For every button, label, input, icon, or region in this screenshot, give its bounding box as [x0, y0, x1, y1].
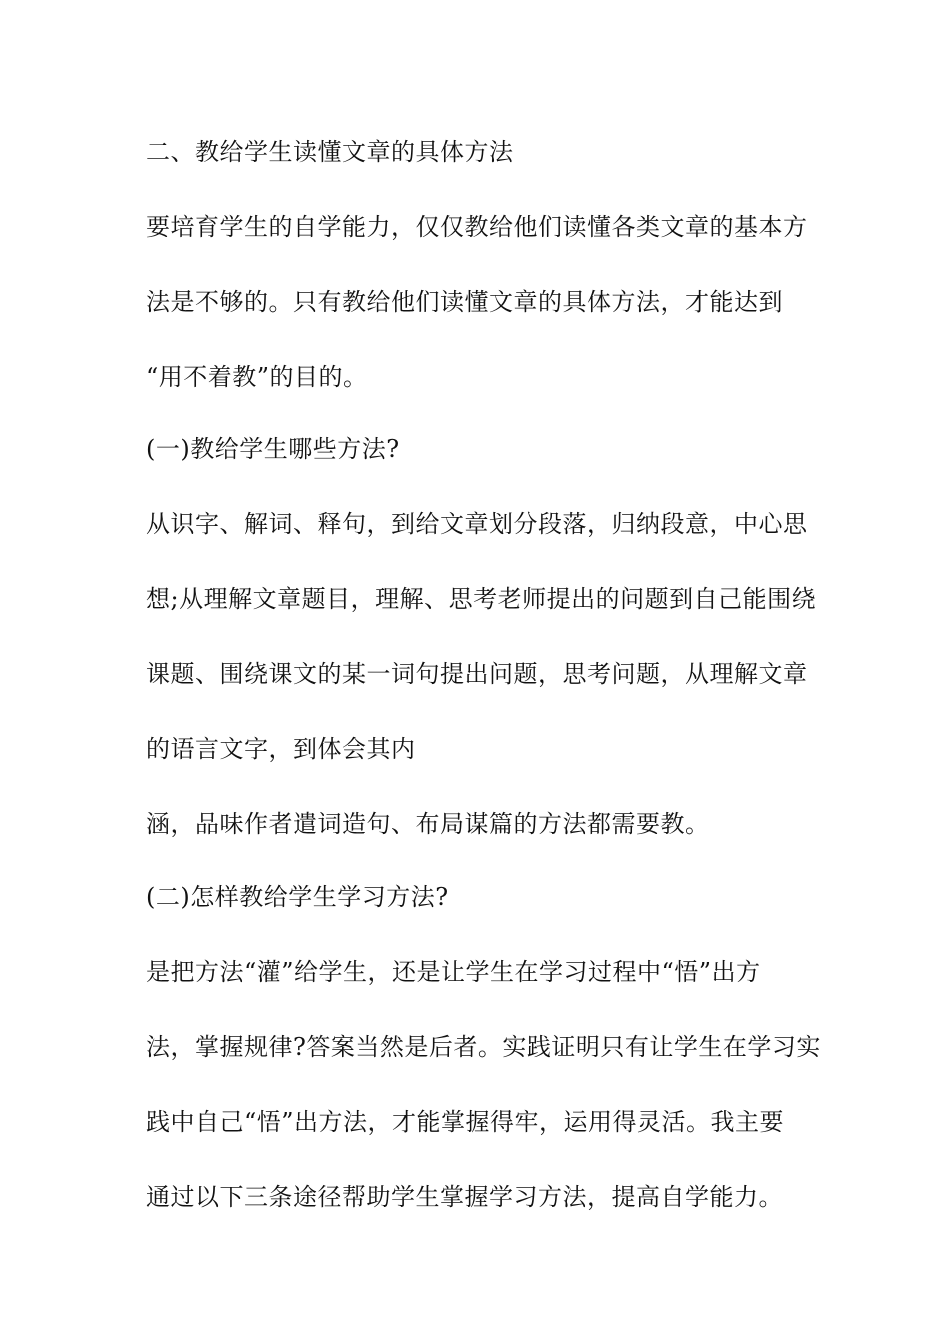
- paragraph-line: 法，掌握规律?答案当然是后者。实践证明只有让学生在学习实: [146, 1033, 821, 1061]
- paragraph-line: 法是不够的。只有教给他们读懂文章的具体方法，才能达到: [146, 288, 783, 316]
- paragraph-line: 践中自己“悟”出方法，才能掌握得牢，运用得灵活。我主要: [146, 1108, 785, 1136]
- subsection-heading: (二)怎样教给学生学习方法?: [146, 883, 449, 911]
- section-heading: 二、教给学生读懂文章的具体方法: [146, 138, 514, 166]
- paragraph-line: 要培育学生的自学能力，仅仅教给他们读懂各类文章的基本方: [146, 213, 808, 241]
- paragraph-line: 是把方法“灌”给学生，还是让学生在学习过程中“悟”出方: [146, 958, 761, 986]
- paragraph-line: 课题、围绕课文的某一词句提出问题，思考问题，从理解文章: [146, 660, 808, 688]
- subsection-heading: (一)教给学生哪些方法?: [146, 435, 400, 463]
- paragraph-line: 的语言文字，到体会其内: [146, 735, 416, 763]
- paragraph-line: 涵，品味作者遣词造句、布局谋篇的方法都需要教。: [146, 810, 710, 838]
- paragraph-line: “用不着教”的目的。: [146, 363, 368, 391]
- paragraph-line: 想;从理解文章题目，理解、思考老师提出的问题到自己能围绕: [146, 585, 817, 613]
- paragraph-line: 从识字、解词、释句，到给文章划分段落，归纳段意，中心思: [146, 510, 808, 538]
- paragraph-line: 通过以下三条途径帮助学生掌握学习方法，提高自学能力。: [146, 1183, 783, 1211]
